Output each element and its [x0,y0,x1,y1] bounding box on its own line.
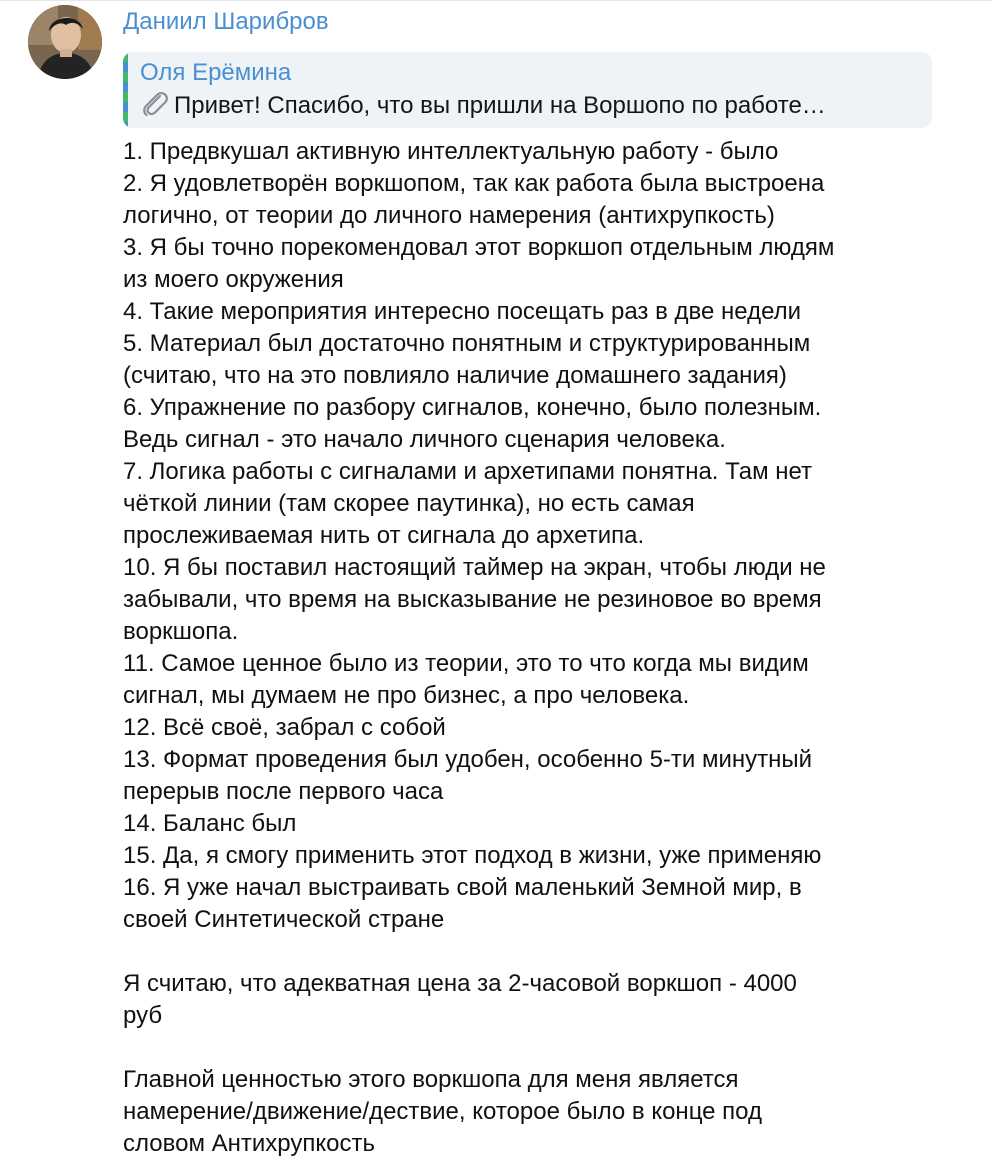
top-divider [0,0,992,1]
message-line: 11. Самое ценное было из теории, это то что когда мы видим [123,650,809,677]
message-line: 5. Материал был достаточно понятным и структурированным [123,330,811,357]
message-line: Я считаю, что адекватная цена за 2-часовой воркшоп - 4000 [123,970,797,997]
reply-accent-bar [123,52,128,128]
message-line: Главной ценностью этого воркшопа для меня является [123,1066,739,1093]
reply-author: Оля Ерёмина [140,59,292,86]
message-line: 6. Упражнение по разбору сигналов, конечно, было полезным. [123,394,822,421]
message-line: своей Синтетической стране [123,906,445,933]
message-text [123,136,938,1160]
message-line: 3. Я бы точно порекомендовал этот воркшоп отдельным людям [123,234,835,261]
message-line: 2. Я удовлетворён воркшопом, так как работа была выстроена [123,170,825,197]
message-line: чёткой линии (там скорее паутинка), но есть самая [123,490,695,517]
message-line: логично, от теории до личного намерения (антихрупкость) [123,202,775,229]
message-line: Ведь сигнал - это начало личного сценария человека. [123,426,726,453]
paperclip-icon [140,90,170,118]
message-line: 10. Я бы поставил настоящий таймер на экран, чтобы люди не [123,554,826,581]
message-line: 16. Я уже начал выстраивать свой маленький Земной мир, в [123,874,802,901]
reply-preview [140,90,926,122]
message-line: 1. Предвкушал активную интеллектуальную работу - было [123,138,779,165]
message-line: руб [123,1002,163,1029]
avatar[interactable] [28,5,102,79]
message-line: (считаю, что на это повлияло наличие домашнего задания) [123,362,787,389]
message-line: забывали, что время на высказывание не резиновое во время [123,586,822,613]
message-line: 4. Такие мероприятия интересно посещать раз в две недели [123,298,802,325]
message-line: воркшопа. [123,618,239,645]
message-line: 12. Всё своё, забрал с собой [123,714,446,741]
message-line: 15. Да, я смогу применить этот подход в жизни, уже применяю [123,842,822,869]
reply-preview-text: Привет! Спасибо, что вы пришли на Воршопо по работе… [174,92,826,119]
message-blank-line [123,936,938,968]
message-line: сигнал, мы думаем не про бизнес, а про человека. [123,682,690,709]
message-line: намерение/движение/дествие, которое было в конце под [123,1098,762,1125]
message-line: 7. Логика работы с сигналами и архетипами понятна. Там нет [123,458,813,485]
reply-quote[interactable] [123,52,932,128]
message-line: 14. Баланс был [123,810,297,837]
sender-name[interactable]: Даниил Шарибров [123,8,329,35]
message-line: перерыв после первого часа [123,778,444,805]
message-line: из моего окружения [123,266,344,293]
message-line: прослеживаемая нить от сигнала до архетипа. [123,522,645,549]
message-blank-line [123,1032,938,1064]
message-line: словом Антихрупкость [123,1130,375,1157]
message-line: 13. Формат проведения был удобен, особенно 5-ти минутный [123,746,813,773]
avatar-photo-icon [28,5,102,79]
